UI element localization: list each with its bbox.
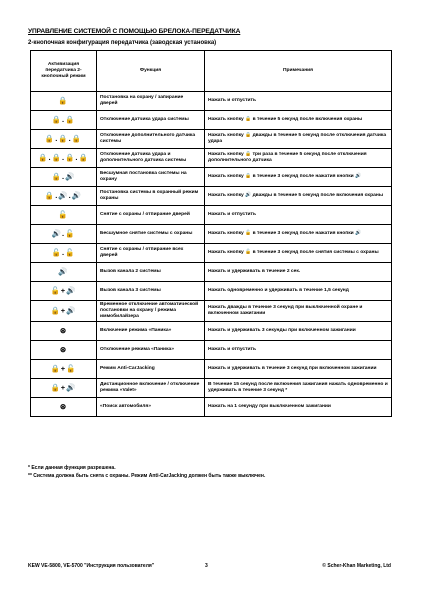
table-row (31, 111, 392, 130)
function-cell: Режим Anti-CarJacking (97, 360, 205, 379)
function-cell: Отключение датчика удара и дополнительного датчика системы (97, 149, 205, 168)
note-cell: Нажать кнопку 🔒 три раза в течение 5 секунд после отключения дополнительного датчика (205, 149, 392, 168)
note-cell: Нажать кнопку 🔒 в течение 5 секунд после включения охраны (205, 111, 392, 130)
table-row (31, 398, 392, 417)
note-cell: Нажать кнопку 🔓 в течение 3 секунд после снятия системы с охраны (205, 244, 392, 263)
function-cell: Постановка системы в охранный режим охраны (97, 187, 205, 206)
table-row (31, 341, 392, 360)
function-cell: Отключение режима «Паника» (97, 341, 205, 360)
note-cell: Нажать кнопку 🔊 дважды в течение 5 секунд после включения охраны (205, 187, 392, 206)
button-icons: 🔊 (31, 263, 97, 282)
note-cell: В течение 15 секунд после включения зажигания нажать одновременно и удерживать в течение 3 секунд * (205, 379, 392, 398)
table-row (31, 322, 392, 341)
button-icons: 🔒.🔒.🔒 (31, 130, 97, 149)
note-cell: Нажать и удерживать в течение 2 сек. (205, 263, 392, 282)
table-row (31, 379, 392, 398)
table-row (31, 225, 392, 244)
commands-table (30, 50, 392, 417)
note-cell: Нажать и удерживать в течение 3 секунд при включенном зажигании (205, 360, 392, 379)
table-row (31, 301, 392, 322)
note-cell: Нажать на 1 секунду при выключенном зажигании (205, 398, 392, 417)
page-title: УПРАВЛЕНИЕ СИСТЕМОЙ С ПОМОЩЬЮ БРЕЛОКА-ПЕРЕДАТЧИКА (28, 28, 241, 35)
header-activation: Активизация передатчика 2-кнопочный режим (31, 51, 97, 92)
table-header-row (31, 51, 392, 92)
note-cell: Нажать одновременно и удерживать в течение 1,5 секунд (205, 282, 392, 301)
note-cell: Нажать кнопку 🔓 в течение 3 секунд после нажатия кнопки 🔊 (205, 225, 392, 244)
footer-page-number: 3 (205, 563, 208, 569)
note-cell: Нажать и отпустить (205, 92, 392, 111)
note-cell: Нажать кнопку 🔒 в течение 3 секунд после нажатия кнопки 🔊 (205, 168, 392, 187)
button-icons: 🔊.🔓 (31, 225, 97, 244)
header-function: Функция (97, 51, 205, 92)
footnote-1: * Если данная функция разрешена. (28, 465, 116, 471)
function-cell: Бесшумная постановка системы на охрану (97, 168, 205, 187)
button-icons: 🔒.🔒 (31, 111, 97, 130)
table-row (31, 282, 392, 301)
note-cell: Нажать и удерживать 3 секунды при включенном зажигании (205, 322, 392, 341)
table-row (31, 263, 392, 282)
note-cell: Нажать и отпустить (205, 206, 392, 225)
table-row (31, 244, 392, 263)
button-icons: 🔓 (31, 206, 97, 225)
footer-doc-name: KEW VE-5800, VE-5700 "Инструкция пользователя" (28, 563, 155, 569)
function-cell: Вызов канала 3 системы (97, 282, 205, 301)
note-cell: Нажать и отпустить (205, 341, 392, 360)
button-icons: ⊛ (31, 341, 97, 360)
header-notes: Примечания (205, 51, 392, 92)
table-row (31, 168, 392, 187)
table-row (31, 360, 392, 379)
button-icons: ⊛ (31, 322, 97, 341)
function-cell: Временное отключение автоматической постановки на охрану / режима иммобилайзера (97, 301, 205, 322)
function-cell: Вызов канала 2 системы (97, 263, 205, 282)
button-icons: 🔒+🔓 (31, 360, 97, 379)
table-row (31, 187, 392, 206)
function-cell: Снятие с охраны / отпирание всех дверей (97, 244, 205, 263)
button-icons: 🔒.🔒.🔒.🔒 (31, 149, 97, 168)
button-icons: 🔒.🔊 (31, 168, 97, 187)
button-icons: 🔓.🔓 (31, 244, 97, 263)
function-cell: Отключение дополнительного датчика системы (97, 130, 205, 149)
table-row (31, 149, 392, 168)
table-row (31, 92, 392, 111)
button-icons: ⊛ (31, 398, 97, 417)
function-cell: Дистанционное включение / отключение режима «Valet» (97, 379, 205, 398)
function-cell: Отключение датчика удара системы (97, 111, 205, 130)
function-cell: Постановка на охрану / запирание дверей (97, 92, 205, 111)
function-cell: Снятие с охраны / отпирание дверей (97, 206, 205, 225)
button-icons: 🔒+🔊 (31, 301, 97, 322)
button-icons: 🔒+🔊 (31, 379, 97, 398)
button-icons: 🔒.🔊.🔊 (31, 187, 97, 206)
function-cell: «Поиск автомобиля» (97, 398, 205, 417)
note-cell: Нажать дважды в течение 3 секунд при выключенной охране и включенном зажигании (205, 301, 392, 322)
footnote-2: ** Система должна быть снята с охраны. Режим Anti-CarJacking должен быть также выключен. (28, 473, 266, 479)
table-row (31, 206, 392, 225)
button-icons: 🔓+🔊 (31, 282, 97, 301)
note-cell: Нажать кнопку 🔒 дважды в течение 5 секунд после отключения датчика удара (205, 130, 392, 149)
footer-copyright: © Scher-Khan Marketing, Ltd (322, 563, 391, 569)
table-row (31, 130, 392, 149)
button-icons: 🔒 (31, 92, 97, 111)
function-cell: Бесшумное снятие системы с охраны (97, 225, 205, 244)
page-subtitle: 2-кнопочная конфигурация передатчика (заводская установка) (28, 40, 217, 46)
function-cell: Включение режима «Паника» (97, 322, 205, 341)
